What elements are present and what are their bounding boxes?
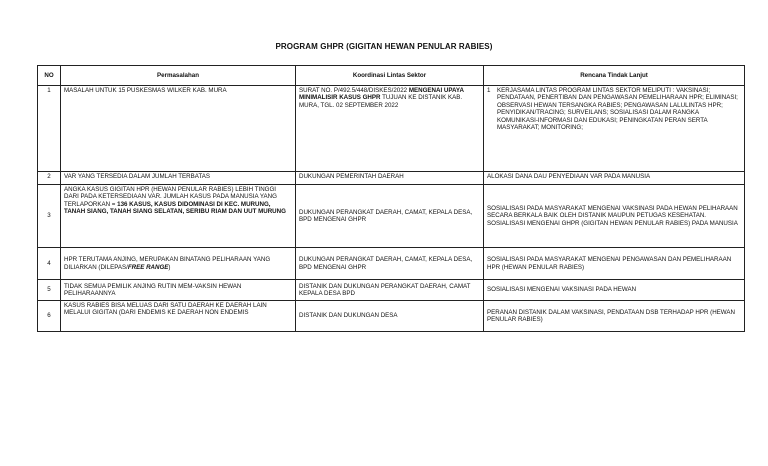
table-row — [38, 248, 745, 280]
rencana-cell: SOSIALISASI PADA MASYARAKAT MENGENAI VAKSINASI PADA HEWAN PELIHARAAN SECARA BERKALA BAIK OLEH DISTANIK MAUPUN PETUGAS KESEHATAN. SOSIALISASI MENGENAI GHPR (GIGITAN HEWAN PENULAR RABIES) PADA MANUSIA — [484, 185, 745, 248]
table-row — [38, 86, 745, 172]
header-permasalahan: Permasalahan — [61, 66, 296, 86]
table-header-row — [38, 66, 745, 86]
koordinasi-bold-text: MENGENAI UPAYA MINIMALISIR KASUS GHPR — [299, 87, 464, 102]
header-koordinasi: Koordinasi Lintas Sektor — [296, 66, 484, 86]
koordinasi-cell: DUKUNGAN PERANGKAT DAERAH, CAMAT, KEPALA DESA, BPD MENGENAI GHPR — [296, 185, 484, 248]
permasalahan-cell — [61, 185, 296, 248]
rencana-list-number: 1 — [487, 87, 491, 94]
ghpr-table — [37, 65, 745, 332]
rencana-cell: PERANAN DISTANIK DALAM VAKSINASI, PENDATAAN DSB TERHADAP HPR (HEWAN PENULAR RABIES) — [484, 301, 745, 332]
rencana-cell — [484, 86, 745, 172]
header-rencana: Rencana Tindak Lanjut — [484, 66, 745, 86]
permasalahan-cell — [61, 248, 296, 280]
table-row — [38, 172, 745, 185]
permasalahan-text-tail: ) — [168, 263, 171, 271]
permasalahan-cell: KASUS RABIES BISA MELUAS DARI SATU DAERAH KE DAERAH LAIN MELALUI GIGITAN (DARI ENDEMIS KE DAERAH NON ENDEMIS — [61, 301, 296, 332]
page-title: PROGRAM GHPR (GIGITAN HEWAN PENULAR RABIES) — [275, 42, 493, 51]
koordinasi-text: SURAT NO. P/492.5/448/DISKES/2022 — [299, 87, 409, 94]
rencana-cell: SOSIALISASI PADA MASYARAKAT MENGENAI PENGAWASAN DAN PEMELIHARAAN HPR (HEWAN PENULAR RABIES) — [484, 248, 745, 280]
koordinasi-cell — [296, 86, 484, 172]
rencana-cell: ALOKASI DANA DAU PENYEDIAAN VAR PADA MANUSIA — [484, 172, 745, 185]
row-number: 4 — [38, 248, 61, 280]
row-number: 3 — [38, 185, 61, 248]
row-number: 5 — [38, 280, 61, 301]
permasalahan-bold-text: 136 KASUS, KASUS DIDOMINASI DI KEC. MURUNG, TANAH SIANG, TANAH SIANG SELATAN, SERIBU RIAM DAN UUT MURUNG — [64, 200, 286, 216]
permasalahan-cell: VAR YANG TERSEDIA DALAM JUMLAH TERBATAS — [61, 172, 296, 185]
table-row — [38, 185, 745, 248]
rencana-cell: SOSIALISASI MENGENAI VAKSINASI PADA HEWAN — [484, 280, 745, 301]
koordinasi-cell: DISTANIK DAN DUKUNGAN PERANGKAT DAERAH, CAMAT KEPALA DESA BPD — [296, 280, 484, 301]
koordinasi-cell: DISTANIK DAN DUKUNGAN DESA — [296, 301, 484, 332]
koordinasi-cell: DUKUNGAN PERANGKAT DAERAH, CAMAT, KEPALA DESA, BPD MENGENAI GHPR — [296, 248, 484, 280]
row-number: 2 — [38, 172, 61, 185]
row-number: 1 — [38, 86, 61, 172]
table-row — [38, 280, 745, 301]
rencana-list-text: KERJASAMA LINTAS PROGRAM LINTAS SEKTOR MELIPUTI : VAKSINASI; PENDATAAN, PENERTIBAN DAN PENGAWASAN PEMELIHARAAN HPR; ELIMINASI; OBSERVASI HEWAN TERSANGKA RABIES; PENGAWASAN LALULINTAS HPR; PENYIDIKAN/TRACING; SURVEILANS; SOSIALISASI DALAM RANGKA KOMUNIKASI-INFORMASI DAN EDUKASI; PENINGKATAN PERAN SERTA MASYARAKAT; MONITORING; — [497, 87, 738, 132]
permasalahan-text: HPR TERUTAMA ANJING, MERUPAKAN BINATANG PELIHARAAN YANG DILIARKAN (DILEPAS/ — [64, 256, 271, 271]
table-row — [38, 301, 745, 332]
koordinasi-text-tail: TUJUAN KE DISTANIK KAB. MURA, TGL. 02 SEPTEMBER 2022 — [299, 94, 463, 109]
koordinasi-cell: DUKUNGAN PEMERINTAH DAERAH — [296, 172, 484, 185]
permasalahan-cell: MASALAH UNTUK 15 PUSKESMAS WILKER KAB. MURA — [61, 86, 296, 172]
permasalahan-cell: TIDAK SEMUA PEMILIK ANJING RUTIN MEM-VAKSIN HEWAN PELIHARAANNYA — [61, 280, 296, 301]
header-no: NO — [38, 66, 61, 86]
row-number: 6 — [38, 301, 61, 332]
permasalahan-italic-text: FREE RANGE — [127, 263, 169, 271]
permasalahan-text: ANGKA KASUS GIGITAN HPR (HEWAN PENULAR RABIES) LEBIH TINGGI DARI PADA KETERSEDIAAN VAR. JUMLAH KASUS PADA MANUSIA YANG TERLAPORKAN = — [64, 186, 277, 208]
